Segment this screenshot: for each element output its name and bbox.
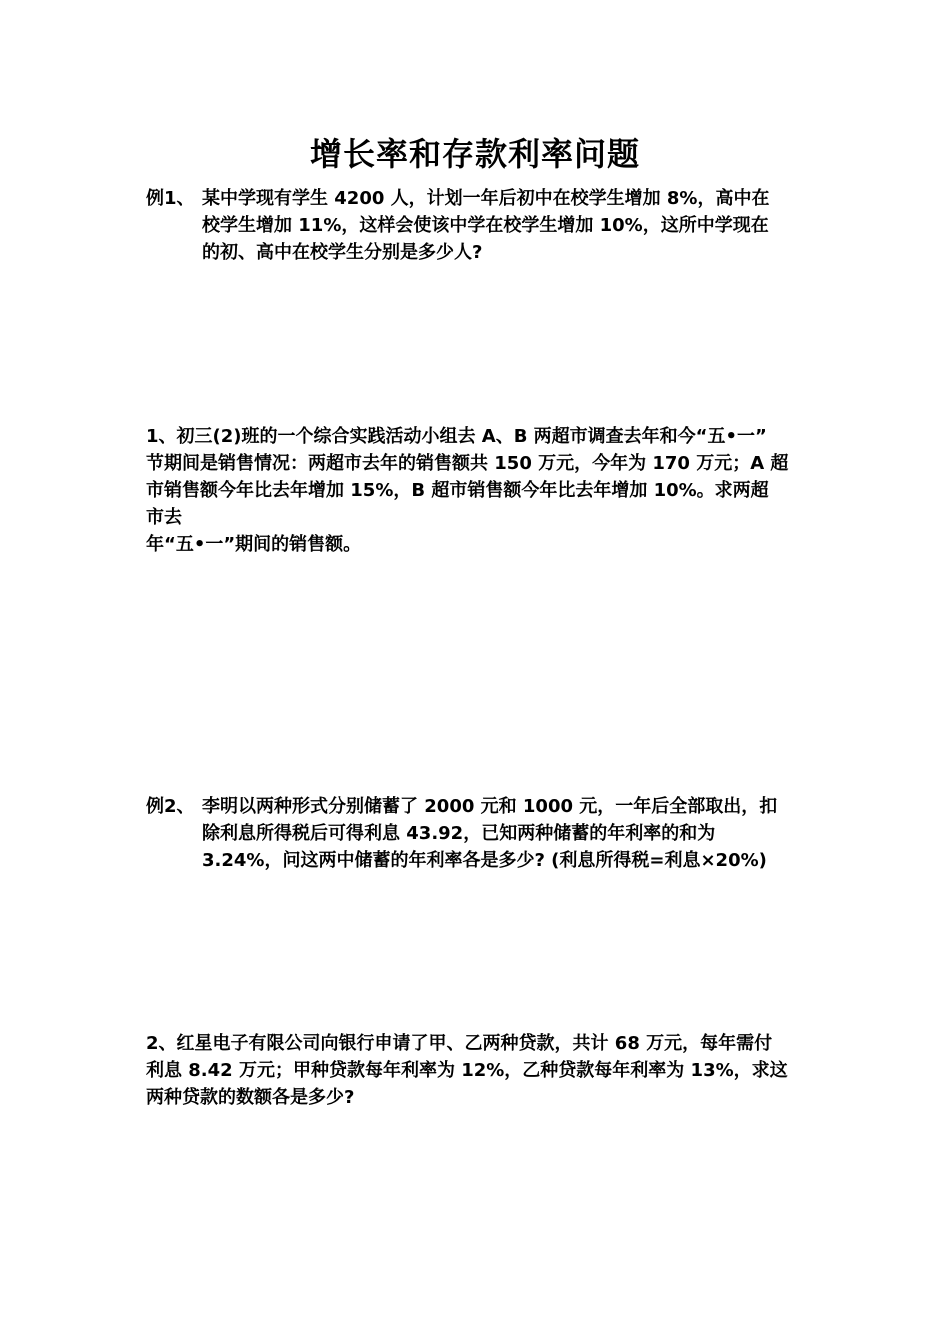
question-2-line: 利息 8.42 万元；甲种贷款每年利率为 12%，乙种贷款每年利率为 13%，求这 bbox=[146, 1060, 788, 1081]
example-1-line: 校学生增加 11%，这样会使该中学在校学生增加 10%，这所中学现在 bbox=[202, 215, 769, 236]
example-1-line: 的初、高中在校学生分别是多少人? bbox=[202, 242, 483, 263]
example-1-text bbox=[202, 185, 806, 266]
question-1-line: 年“五•一”期间的销售额。 bbox=[146, 534, 362, 555]
example-2-text bbox=[202, 793, 806, 874]
example-2 bbox=[146, 793, 806, 874]
question-1-line: 市销售额今年比去年增加 15%，B 超市销售额今年比去年增加 10%。求两超 bbox=[146, 480, 769, 501]
question-1-line: 节期间是销售情况：两超市去年的销售额共 150 万元，今年为 170 万元；A 超 bbox=[146, 453, 789, 474]
question-2 bbox=[146, 1030, 806, 1111]
page-title: 增长率和存款利率问题 bbox=[309, 135, 640, 173]
question-2-line: 两种贷款的数额各是多少? bbox=[146, 1087, 355, 1108]
question-1 bbox=[146, 423, 806, 558]
example-2-line: 李明以两种形式分别储蓄了 2000 元和 1000 元，一年后全部取出，扣 bbox=[202, 796, 778, 817]
question-2-line: 2、红星电子有限公司向银行申请了甲、乙两种贷款，共计 68 万元，每年需付 bbox=[146, 1033, 773, 1054]
example-2-line: 除利息所得税后可得利息 43.92，已知两种储蓄的年利率的和为 bbox=[202, 823, 716, 844]
example-1 bbox=[146, 185, 806, 266]
example-2-label: 例2、 bbox=[146, 796, 195, 817]
question-1-line: 1、初三(2)班的一个综合实践活动小组去 A、B 两超市调查去年和今“五•一” bbox=[146, 426, 767, 447]
question-1-line: 市去 bbox=[146, 507, 182, 528]
example-1-label: 例1、 bbox=[146, 188, 195, 209]
example-1-line: 某中学现有学生 4200 人，计划一年后初中在校学生增加 8%，高中在 bbox=[202, 188, 770, 209]
example-2-line: 3.24%，问这两中储蓄的年利率各是多少? (利息所得税=利息×20%) bbox=[202, 850, 767, 871]
